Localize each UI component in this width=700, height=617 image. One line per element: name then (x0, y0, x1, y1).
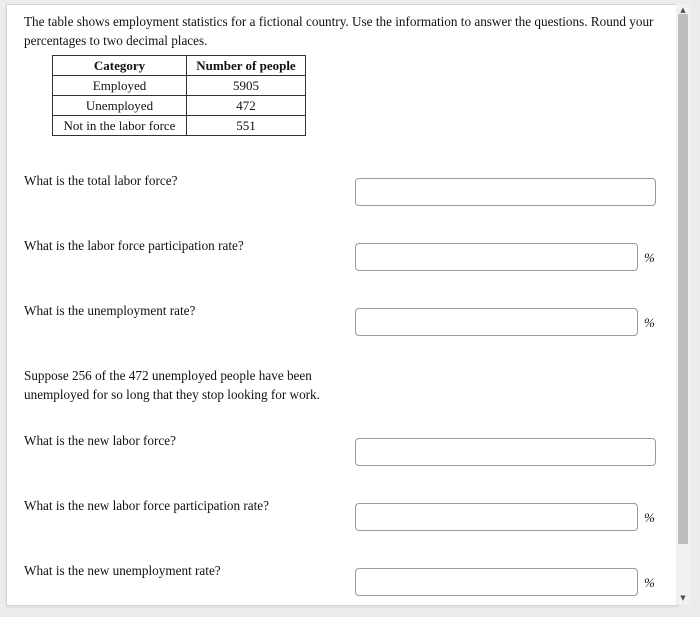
table-cell-number: 551 (187, 116, 306, 136)
employment-table (52, 55, 306, 136)
table-cell-category: Not in the labor force (53, 116, 187, 136)
percent-unit: % (644, 510, 655, 525)
new-labor-force-input[interactable] (355, 438, 656, 466)
question-unemployment-rate: What is the unemployment rate? (24, 303, 196, 318)
table-cell-number: 5905 (187, 76, 306, 96)
question-panel (6, 4, 678, 606)
question-labor-force: What is the total labor force? (24, 173, 178, 188)
table-header-category: Category (53, 56, 187, 76)
new-unemployment-rate-input[interactable] (355, 568, 638, 596)
table-header-row (53, 56, 306, 76)
percent-unit: % (644, 575, 655, 590)
unemployment-rate-input[interactable] (355, 308, 638, 336)
table-cell-category: Unemployed (53, 96, 187, 116)
labor-force-input[interactable] (355, 178, 656, 206)
question-new-labor-force: What is the new labor force? (24, 433, 176, 448)
percent-unit: % (644, 315, 655, 330)
table-cell-category: Employed (53, 76, 187, 96)
table-header-number: Number of people (187, 56, 306, 76)
table-row (53, 76, 306, 96)
question-participation-rate: What is the labor force participation rate? (24, 238, 244, 253)
participation-rate-input[interactable] (355, 243, 638, 271)
table-row (53, 116, 306, 136)
table-cell-number: 472 (187, 96, 306, 116)
triangle-down-icon[interactable]: ▼ (680, 594, 686, 602)
instructions-text: The table shows employment statistics for a fictional country. Use the information to answer the questions. Round your percentages to two decimal places. (24, 14, 654, 48)
table-row (53, 96, 306, 116)
scrollbar-thumb[interactable] (678, 14, 688, 544)
new-participation-rate-input[interactable] (355, 503, 638, 531)
scenario-text: Suppose 256 of the 472 unemployed people have been unemployed for so long that they stop looking for work. (24, 368, 320, 402)
question-new-participation-rate: What is the new labor force participation rate? (24, 498, 269, 513)
triangle-up-icon[interactable]: ▲ (680, 6, 686, 14)
percent-unit: % (644, 250, 655, 265)
question-new-unemployment-rate: What is the new unemployment rate? (24, 563, 221, 578)
